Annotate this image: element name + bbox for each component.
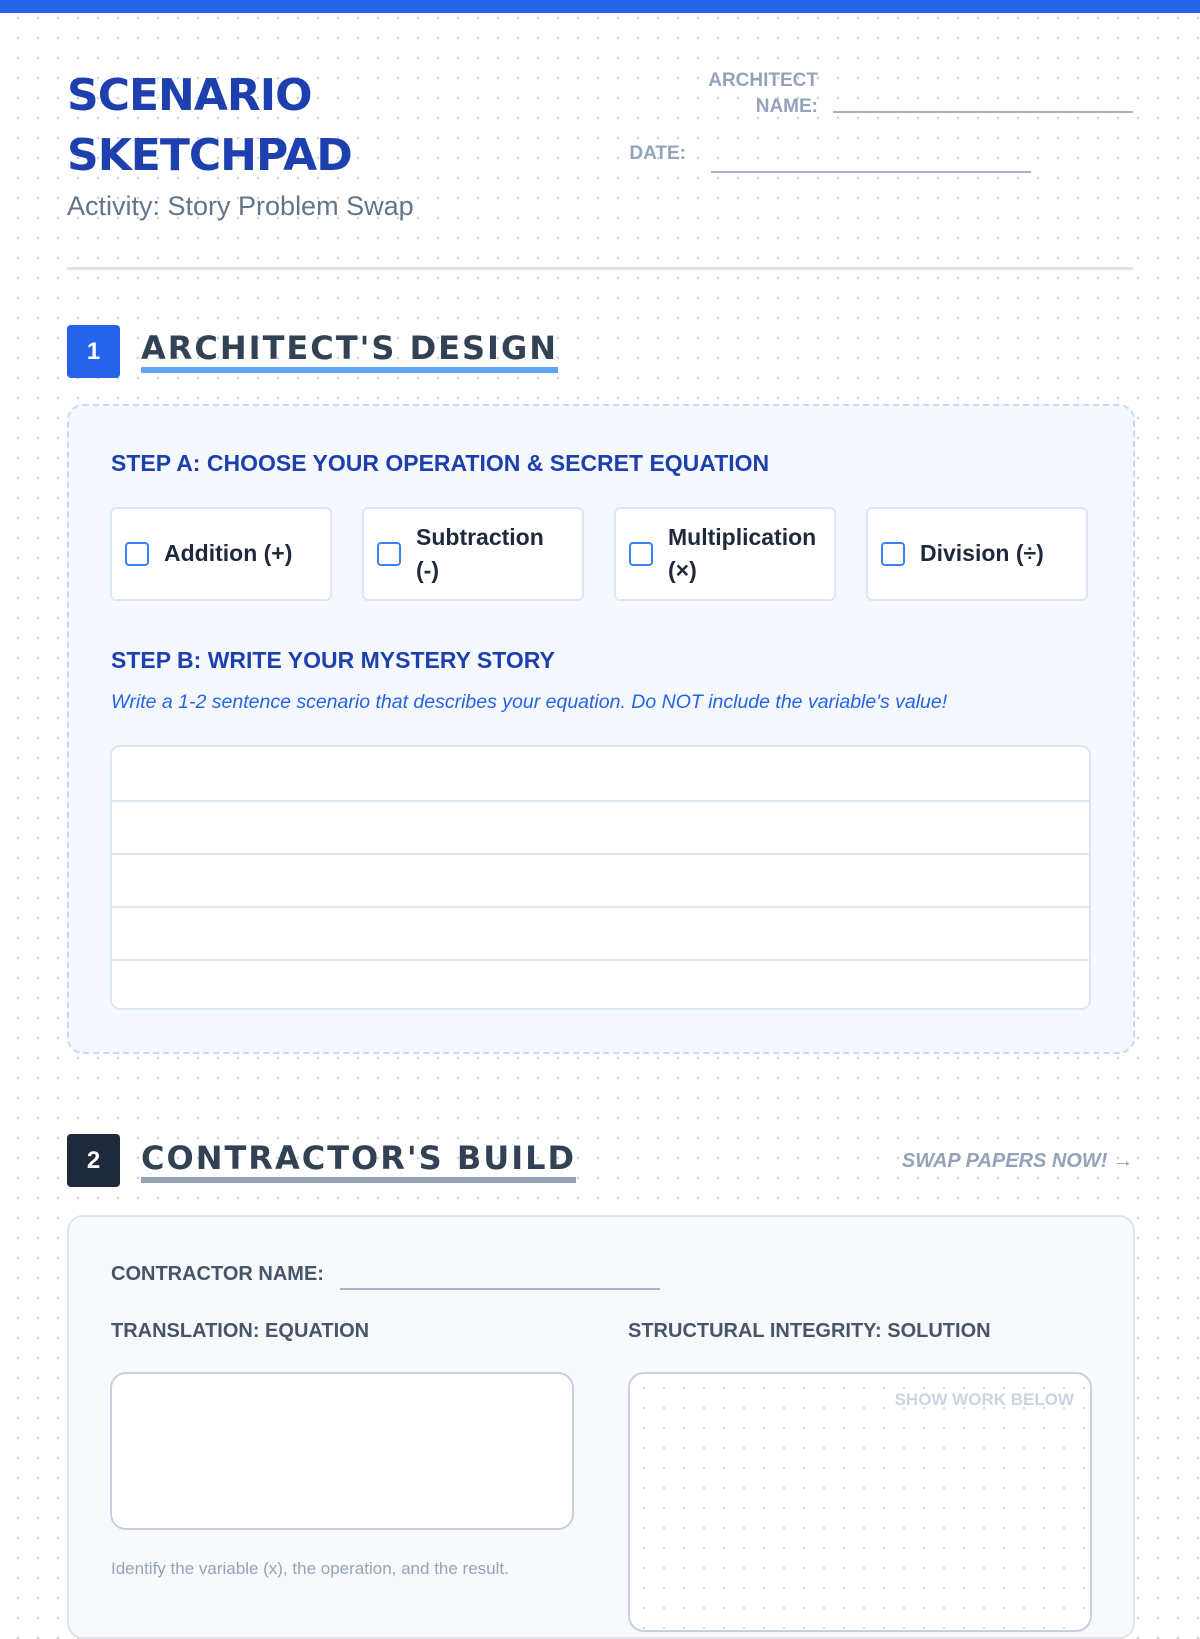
- operation-option-addition[interactable]: [110, 507, 332, 601]
- subtraction-label: [416, 521, 544, 588]
- subtraction-label-line-2: (-): [416, 557, 439, 583]
- multiplication-label: [668, 521, 816, 588]
- step-b-instructions: Write a 1-2 sentence scenario that describes your equation. Do NOT include the variable's value!: [111, 691, 948, 713]
- solution-label: STRUCTURAL INTEGRITY: SOLUTION: [628, 1320, 991, 1342]
- writing-line: [112, 906, 1089, 908]
- section-1-title: ARCHITECT'S DESIGN: [141, 331, 558, 373]
- date-field[interactable]: [711, 171, 1031, 173]
- top-accent-bar: [0, 0, 1200, 13]
- architect-name-label-line-1: ARCHITECT: [708, 70, 818, 91]
- step-a-heading: STEP A: CHOOSE YOUR OPERATION & SECRET EQUATION: [111, 450, 770, 476]
- division-label: [920, 537, 1044, 570]
- architect-name-label-line-2: NAME:: [755, 95, 818, 117]
- multiplication-label-line-1: Multiplication: [668, 523, 817, 550]
- equation-input-box[interactable]: [110, 1372, 574, 1530]
- multiplication-label-line-2: (×): [668, 557, 697, 583]
- writing-line: [112, 853, 1089, 855]
- worksheet-title-line-1: SCENARIO: [67, 70, 312, 121]
- section-2-title: CONTRACTOR'S BUILD: [141, 1141, 576, 1183]
- contractor-name-label: CONTRACTOR NAME:: [111, 1263, 324, 1285]
- subtraction-label-line-1: Subtraction: [416, 523, 544, 550]
- activity-subtitle: Activity: Story Problem Swap: [67, 191, 414, 221]
- contractor-name-field[interactable]: [340, 1288, 660, 1290]
- solution-work-area[interactable]: [628, 1372, 1092, 1632]
- date-label: DATE:: [629, 143, 686, 164]
- equation-hint: Identify the variable (x), the operation, and the result.: [111, 1559, 509, 1578]
- subtraction-checkbox[interactable]: [377, 542, 401, 566]
- section-2-number-badge: 2: [67, 1134, 120, 1187]
- swap-papers-note: SWAP PAPERS NOW! →: [901, 1150, 1133, 1172]
- operation-option-multiplication[interactable]: [614, 507, 836, 601]
- step-b-heading: STEP B: WRITE YOUR MYSTERY STORY: [111, 647, 555, 673]
- header-divider: [67, 267, 1133, 270]
- section-1-number-badge: 1: [67, 325, 120, 378]
- addition-label: [164, 537, 292, 570]
- show-work-note: SHOW WORK BELOW: [894, 1390, 1074, 1409]
- architect-name-field[interactable]: [833, 111, 1133, 113]
- addition-label-text: Addition (+): [164, 540, 293, 567]
- division-checkbox[interactable]: [881, 542, 905, 566]
- worksheet-title-line-2: SKETCHPAD: [67, 130, 352, 181]
- writing-line: [112, 959, 1089, 961]
- architect-name-label: [648, 68, 818, 119]
- writing-line: [112, 800, 1089, 802]
- operation-option-subtraction[interactable]: [362, 507, 584, 601]
- multiplication-checkbox[interactable]: [629, 542, 653, 566]
- operation-option-division[interactable]: [866, 507, 1088, 601]
- addition-checkbox[interactable]: [125, 542, 149, 566]
- equation-label: TRANSLATION: EQUATION: [111, 1320, 370, 1342]
- division-label-text: Division (÷): [920, 540, 1044, 567]
- mystery-story-writing-area[interactable]: [110, 745, 1091, 1010]
